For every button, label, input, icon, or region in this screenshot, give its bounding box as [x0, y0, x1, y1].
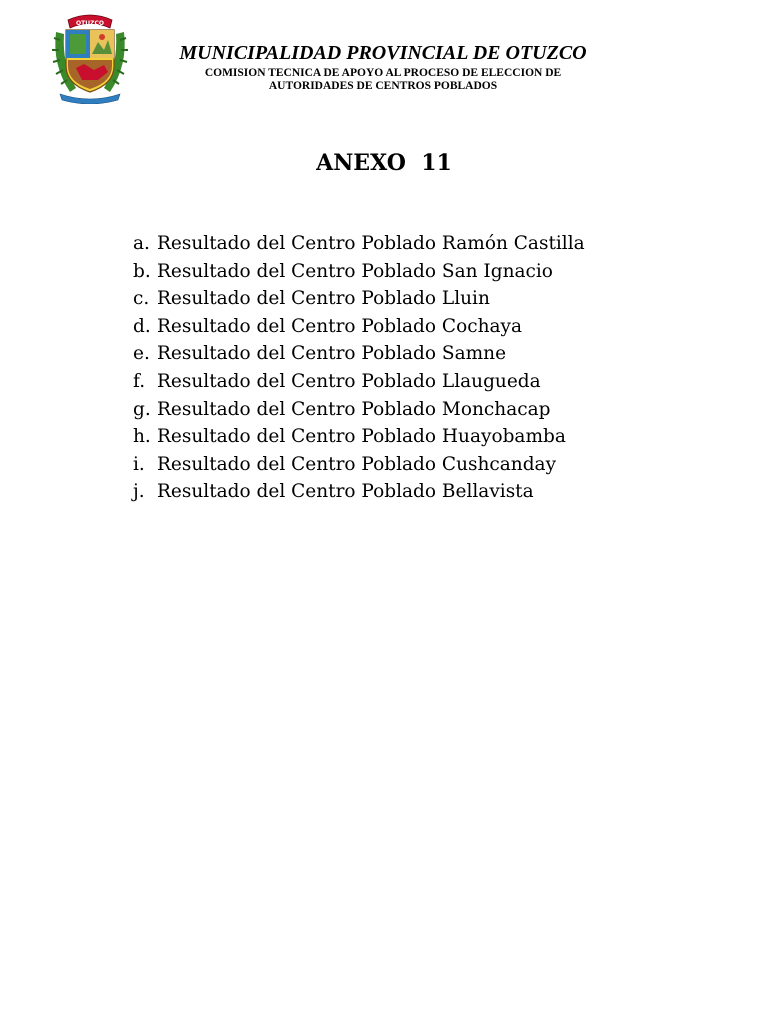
commission-subtitle-line-1: COMISION TECNICA DE APOYO AL PROCESO DE ELECCION DE — [204, 67, 562, 79]
list-item — [133, 285, 585, 313]
annex-title: ANEXO 11 — [316, 150, 452, 176]
list-item-marker: e. — [133, 343, 150, 365]
list-item — [133, 478, 585, 506]
commission-subtitle-line-2: AUTORIDADES DE CENTROS POBLADOS — [268, 80, 498, 92]
list-item-text: Resultado del Centro Poblado Cochaya — [157, 315, 522, 337]
list-item — [133, 368, 585, 396]
list-item-marker: b. — [133, 260, 151, 282]
list-item-text: Resultado del Centro Poblado Lluin — [157, 288, 490, 310]
list-item-marker: g. — [133, 398, 151, 420]
list-item-marker: j. — [133, 481, 145, 503]
list-item-marker: h. — [133, 426, 151, 448]
municipal-crest-icon — [50, 10, 130, 104]
list-item-text: Resultado del Centro Poblado Ramón Castilla — [157, 233, 585, 254]
list-item-text: Resultado del Centro Poblado Cushcanday — [157, 453, 557, 475]
list-item-text: Resultado del Centro Poblado Bellavista — [157, 481, 534, 503]
list-item — [133, 230, 585, 258]
list-item-marker: i. — [133, 453, 145, 475]
list-item-text: Resultado del Centro Poblado Monchacap — [157, 398, 551, 420]
list-item-marker: c. — [133, 288, 150, 310]
svg-text:OTUZCO: OTUZCO — [76, 20, 104, 27]
list-item — [133, 451, 585, 479]
commission-subtitle — [150, 67, 616, 93]
list-item-marker: f. — [133, 370, 146, 392]
list-item — [133, 258, 585, 286]
list-item-text: Resultado del Centro Poblado San Ignacio — [157, 260, 553, 282]
list-item — [133, 423, 585, 451]
list-item — [133, 340, 585, 368]
list-item-text: Resultado del Centro Poblado Llaugueda — [157, 370, 541, 392]
list-item-marker: d. — [133, 315, 151, 337]
list-item — [133, 396, 585, 424]
results-list — [133, 230, 585, 506]
list-item-text: Resultado del Centro Poblado Huayobamba — [157, 426, 566, 448]
list-item — [133, 313, 585, 341]
list-item-text: Resultado del Centro Poblado Samne — [157, 343, 507, 365]
list-item-marker: a. — [133, 233, 150, 254]
institution-title: MUNICIPALIDAD PROVINCIAL DE OTUZCO — [179, 42, 587, 64]
